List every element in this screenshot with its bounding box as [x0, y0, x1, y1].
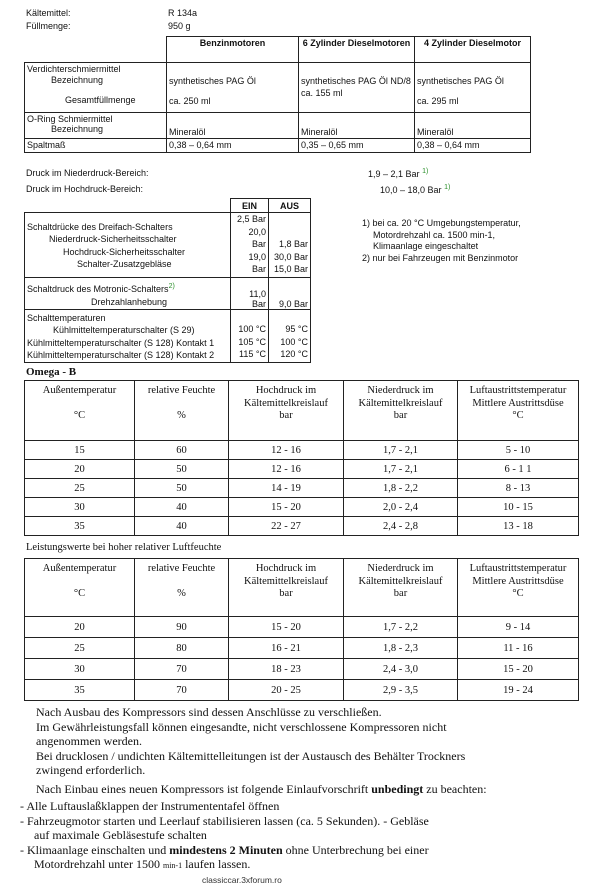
switch-row-label: Kühlmitteltemperaturschalter (S 29): [53, 325, 195, 335]
cell: 11 - 16: [458, 638, 579, 659]
cell: 15 - 20: [229, 498, 344, 517]
hdr-outlet-unit: °C: [512, 588, 524, 599]
switch-aus: 1,8 Bar: [278, 239, 308, 249]
col-4zyl: 4 Zylinder Dieselmotor: [415, 37, 531, 63]
cell: 35: [25, 517, 135, 536]
low-pressure-value: 1,9 – 2,1 Bar $^{1)}$: [368, 168, 429, 179]
switch-aus: 95 °C: [285, 324, 308, 334]
switch-ein: 115 °C: [239, 349, 266, 359]
motronic-title: Schaltdruck des Motronic-Schalters$^{2)}$: [27, 282, 175, 294]
temp-title: Schalttemperaturen: [27, 312, 106, 323]
cell: 80: [135, 638, 229, 659]
cell: 35: [25, 680, 135, 701]
hdr-outlet-unit: °C: [512, 410, 524, 421]
switch-ein: 2,5 Bar: [236, 214, 266, 224]
cell: 50: [135, 460, 229, 479]
cell: 90: [135, 617, 229, 638]
gesamt-value: ca. 295 ml: [417, 96, 459, 106]
fill-value: 950 g: [168, 21, 191, 31]
table-row: [25, 617, 579, 638]
low-pressure-label: Druck im Niederdruck-Bereich:: [26, 168, 149, 178]
cell: 25: [25, 479, 135, 498]
cell: 70: [135, 680, 229, 701]
list-item-cont: Motordrehzahl unter 1500 min-1 laufen lassen.: [34, 857, 251, 871]
dreifach-title: Schaltdrücke des Dreifach-Schalters: [27, 221, 173, 232]
spalt-value: 0,38 – 0,64 mm: [167, 139, 299, 153]
cell: 1,8 - 2,2: [344, 479, 458, 498]
switch-ein: 11,0 Bar: [231, 277, 269, 309]
cell: 30: [25, 498, 135, 517]
switch-table: [24, 198, 311, 363]
para-line: zwingend erforderlich.: [36, 763, 146, 777]
oring-section-title: O-Ring Schmiermittel: [27, 114, 113, 124]
hdr-temp: Außentemperatur: [42, 385, 117, 396]
hdr-temp: Außentemperatur: [42, 563, 117, 574]
paragraph-1: [36, 705, 465, 778]
cell: 25: [25, 638, 135, 659]
para-text: Nach Einbau eines neuen Kompressors ist folgende Einlaufvorschrift: [36, 782, 372, 796]
cell: 30: [25, 659, 135, 680]
para-line: Bei drucklosen / undichten Kältemittelleitungen ist der Austausch des Behälter Trockners: [36, 748, 466, 763]
cell: 20 - 25: [229, 680, 344, 701]
hdr-high-unit: bar: [279, 588, 293, 599]
performance-table-2: [24, 558, 579, 701]
hdr-humidity-unit: %: [177, 409, 186, 421]
para-text: zu beachten:: [423, 782, 487, 796]
cell: 15: [25, 441, 135, 460]
note-1c: Klimaanlage eingeschaltet: [373, 241, 479, 251]
note-1a: 1) bei ca. 20 °C Umgebungstemperatur,: [362, 218, 521, 228]
switch-aus: 120 °C: [280, 349, 308, 359]
oil-section-title: Verdichterschmiermittel: [27, 64, 121, 74]
cell: 12 - 16: [229, 441, 344, 460]
cell: 2,0 - 2,4: [344, 498, 458, 517]
switch-aus: 30,0 Bar: [273, 251, 308, 262]
hdr-temp-unit: °C: [73, 587, 86, 599]
refrigerant-value: R 134a: [168, 8, 198, 18]
bez-value: synthetisches PAG Öl ND/8: [301, 76, 411, 86]
performance-table-1: [24, 380, 579, 536]
para-line: Im Gewährleistungsfall können eingesandte, nicht verschlossene Kompressoren nicht: [36, 719, 447, 734]
hdr-outlet: Luftaustrittstemperatur: [469, 385, 567, 396]
cell: 10 - 15: [458, 498, 579, 517]
hdr-high-2: Kältemittelkreislauf: [244, 575, 328, 587]
cell: 40: [135, 498, 229, 517]
cell: 50: [135, 479, 229, 498]
cell: 70: [135, 659, 229, 680]
list-item-cont: auf maximale Gebläsestufe schalten: [34, 828, 207, 842]
cell: 1,7 - 2,1: [344, 441, 458, 460]
hdr-outlet-2: Mittlere Austrittsdüse: [472, 397, 564, 409]
high-humidity-title: Leistungswerte bei hoher relativer Luftfeuchte: [26, 542, 222, 553]
cell: 1,7 - 2,2: [344, 617, 458, 638]
hdr-low-2: Kältemittelkreislauf: [358, 575, 443, 587]
cell: 20: [25, 460, 135, 479]
hdr-low: Niederdruck im: [367, 385, 434, 396]
footnotes: [362, 218, 521, 264]
gesamt-value: ca. 250 ml: [169, 96, 211, 106]
spalt-value: 0,38 – 0,64 mm: [415, 139, 531, 153]
hdr-low-unit: bar: [393, 588, 408, 599]
hdr-outlet: Luftaustrittstemperatur: [469, 563, 567, 574]
note-2: 2) nur bei Fahrzeugen mit Benzinmotor: [362, 252, 519, 263]
refrigerant-label: Kältemittel:: [26, 8, 71, 18]
table-row: [25, 659, 579, 680]
table-row: [25, 460, 579, 479]
engine-spec-table: [24, 36, 531, 153]
hdr-temp-unit: °C: [73, 409, 86, 421]
cell: 6 - 1 1: [458, 460, 579, 479]
oring-value: Mineralöl: [299, 113, 415, 139]
oring-value: Mineralöl: [167, 113, 299, 139]
cell: 60: [135, 441, 229, 460]
table-row: [25, 517, 579, 536]
table-row: [25, 498, 579, 517]
aus-header: AUS: [269, 199, 311, 213]
table-row: [25, 638, 579, 659]
instructions-list: [20, 799, 429, 874]
switch-ein: 100 °C: [238, 324, 266, 334]
bez-value: synthetisches PAG Öl: [169, 76, 256, 86]
cell: 2,9 - 3,5: [344, 680, 458, 701]
list-item: - Fahrzeugmotor starten und Leerlauf stabilisieren lassen (ca. 5 Sekunden). - Gebläse: [20, 813, 429, 828]
hdr-low-unit: bar: [393, 410, 408, 421]
spalt-label: Spaltmaß: [25, 139, 167, 153]
hdr-outlet-2: Mittlere Austrittsdüse: [472, 575, 564, 587]
cell: 15 - 20: [229, 617, 344, 638]
col-6zyl: 6 Zylinder Dieselmotoren: [299, 37, 415, 63]
cell: 40: [135, 517, 229, 536]
list-item: - Klimaanlage einschalten und mindestens 2 Minuten ohne Unterbrechung bei einer: [20, 842, 429, 857]
note-1b: Motordrehzahl ca. 1500 min-1,: [373, 229, 496, 240]
paragraph-3: [36, 782, 487, 797]
bez-label: Bezeichnung: [51, 75, 104, 85]
para-line: Nach Ausbau des Kompressors sind dessen Anschlüsse zu verschließen.: [36, 705, 382, 719]
hdr-low: Niederdruck im: [367, 563, 434, 574]
spalt-value: 0,35 – 0,65 mm: [299, 139, 415, 153]
switch-row-label: Kühlmitteltemperaturschalter (S 128) Kontakt 2: [27, 350, 215, 360]
switch-row-label: Schalter-Zusatzgebläse: [77, 259, 172, 270]
hdr-low-2: Kältemittelkreislauf: [358, 397, 443, 409]
cell: 2,4 - 3,0: [344, 659, 458, 680]
para-bold: unbedingt: [371, 782, 424, 796]
cell: 16 - 21: [229, 638, 344, 659]
fill-label: Füllmenge:: [26, 21, 71, 31]
cell: 20: [25, 617, 135, 638]
switch-row-label: Drehzahlanhebung: [91, 296, 168, 307]
cell: 19 - 24: [458, 680, 579, 701]
gesamt-value: ca. 155 ml: [301, 88, 343, 98]
table-row: [25, 441, 579, 460]
list-item: - Alle Luftauslaßklappen der Instrumententafel öffnen: [20, 799, 280, 813]
cell: 1,7 - 2,1: [344, 460, 458, 479]
ein-header: EIN: [231, 199, 269, 213]
switch-ein: 19,0 Bar: [248, 251, 266, 274]
high-pressure-label: Druck im Hochdruck-Bereich:: [26, 184, 144, 194]
oring-value: Mineralöl: [415, 113, 531, 139]
cell: 5 - 10: [458, 441, 579, 460]
cell: 9 - 14: [458, 617, 579, 638]
hdr-humidity: relative Feuchte: [147, 385, 216, 396]
switch-aus: 9,0 Bar: [269, 277, 311, 309]
cell: 15 - 20: [458, 659, 579, 680]
switch-aus: 100 °C: [280, 336, 308, 347]
hdr-humidity: relative Feuchte: [147, 563, 216, 574]
hdr-high: Hochdruck im: [255, 563, 317, 574]
cell: 1,8 - 2,3: [344, 638, 458, 659]
cell: 13 - 18: [458, 517, 579, 536]
switch-row-label: Kühlmitteltemperaturschalter (S 128) Kontakt 1: [27, 337, 215, 348]
table-row: [25, 479, 579, 498]
oil-section: [25, 63, 167, 113]
hdr-humidity-unit: %: [177, 587, 186, 599]
omega-title: Omega - B: [26, 366, 77, 378]
watermark-footer: classiccar.3xforum.ro: [202, 875, 282, 885]
col-benzin: Benzinmotoren: [167, 37, 299, 63]
hdr-high: Hochdruck im: [255, 385, 317, 396]
hdr-high-unit: bar: [279, 410, 293, 421]
cell: 14 - 19: [229, 479, 344, 498]
cell: 18 - 23: [229, 659, 344, 680]
high-pressure-value: 10,0 – 18,0 Bar $^{1)}$: [380, 184, 451, 195]
switch-aus: 15,0 Bar: [273, 264, 308, 274]
switch-ein: 20,0 Bar: [248, 226, 266, 249]
table-row: [25, 680, 579, 701]
cell: 12 - 16: [229, 460, 344, 479]
switch-ein: 105 °C: [238, 336, 266, 347]
cell: 8 - 13: [458, 479, 579, 498]
switch-row-label: Niederdruck-Sicherheitsschalter: [49, 234, 177, 245]
switch-row-label: Hochdruck-Sicherheitsschalter: [63, 246, 186, 257]
cell: 2,4 - 2,8: [344, 517, 458, 536]
oring-bez-label: Bezeichnung: [51, 124, 104, 134]
hdr-high-2: Kältemittelkreislauf: [244, 397, 328, 409]
para-line: angenommen werden.: [36, 734, 142, 748]
gesamt-label: Gesamtfüllmenge: [65, 95, 136, 105]
cell: 22 - 27: [229, 517, 344, 536]
bez-value: synthetisches PAG Öl: [417, 76, 504, 86]
